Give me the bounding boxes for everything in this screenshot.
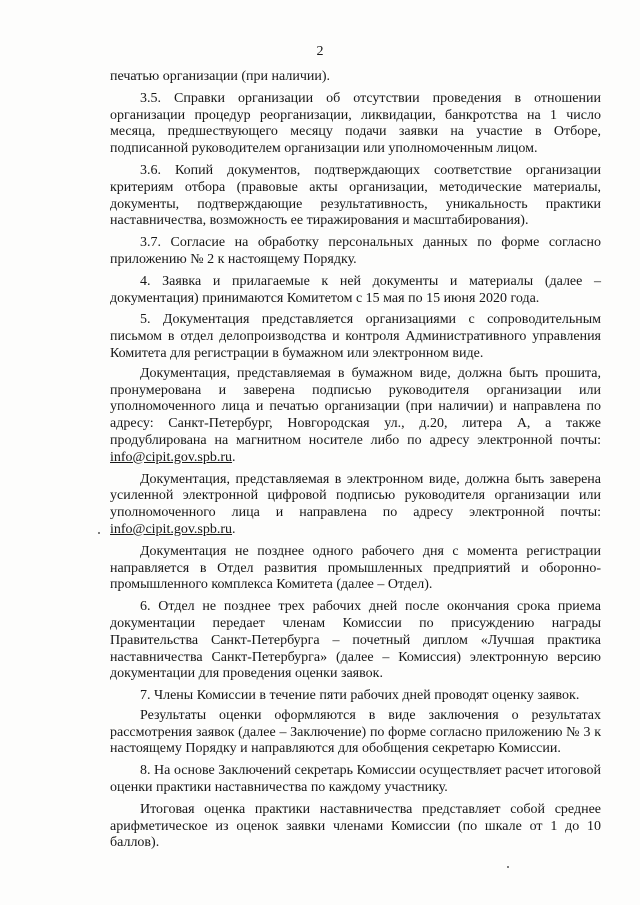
scan-speck — [98, 532, 100, 534]
paragraph-3-7: 3.7. Согласие на обработку персональных данных по форме согласно приложению № 2 к настоящему Порядку. — [110, 235, 601, 267]
email-link[interactable]: info@cipit.gov.spb.ru — [110, 521, 233, 537]
paragraph-4: 4. Заявка и прилагаемые к ней документы и материалы (далее – документация) принимаются Комитетом с 15 мая по 15 июня 2020 года. — [110, 273, 601, 306]
period: . — [232, 521, 236, 537]
paragraph-7: 7. Члены Комиссии в течение пяти рабочих дней проводят оценку заявок. — [140, 688, 580, 704]
paragraph-6: 6. Отдел не позднее трех рабочих дней после окончания срока приема документации передает членам Комиссии по присуждению награды Правительства Санкт-Петербурга – почетный диплом «Лучшая практика наставничества Санкт-Петербурга» (далее – Комиссия) электронную версию документации для проведения оценки заявок. — [110, 599, 601, 682]
electronic-submission-text: Документация, представляемая в электронном виде, должна быть заверена усиленной электронной цифровой подписью руководителя организации или уполномоченного лица и направлена по адресу электронной почты: — [110, 471, 601, 521]
document-body — [110, 69, 601, 857]
paper-submission-text: Документация, представляемая в бумажном виде, должна быть прошита, пронумерована и заверена подписью руководителя организации или уполномоченного лица и печатью организации (при наличии) и направлена по адресу: Санкт-Петербург, Новгородская ул., д.20, литера А, а также продублирована на магнитном носителе либо по адресу электронной почты: — [110, 365, 601, 448]
paragraph-8: 8. На основе Заключений секретарь Комиссии осуществляет расчет итоговой оценки практики наставничества по каждому участнику. — [110, 763, 601, 796]
paragraph-continuation: печатью организации (при наличии). — [110, 69, 331, 84]
paragraph-registration: Документация не позднее одного рабочего дня с момента регистрации направляется в Отдел развития промышленных предприятий и оборонно-промышленного комплекса Комитета (далее – Отдел). — [110, 543, 601, 593]
paragraph-5: 5. Документация представляется организациями с сопроводительным письмом в отдел делопроизводства и контроля Административного управления Комитета для регистрации в бумажном или электронном виде. — [110, 312, 601, 361]
paragraph-3-5: 3.5. Справки организации об отсутствии проведения в отношении организации процедур реорганизации, ликвидации, банкротства на 1 число месяца, предшествующего месяцу подачи заявки на участие в Отборе, подписанной руководителем организации или уполномоченным лицом. — [110, 90, 601, 157]
period: . — [232, 449, 236, 465]
scan-speck — [507, 866, 509, 868]
paragraph-evaluation-results: Результаты оценки оформляются в виде заключения о результатах рассмотрения заявок (далее – Заключение) по форме согласно приложению № 3 к настоящему Порядку и направляются для обобщения секретарю Комиссии. — [110, 707, 601, 757]
email-link[interactable]: info@cipit.gov.spb.ru — [110, 449, 233, 465]
page-number: 2 — [316, 44, 324, 59]
paragraph-final-score: Итоговая оценка практики наставничества представляет собой среднее арифметическое из оценок заявки членами Комиссии (по шкале от 1 до 10 баллов). — [110, 801, 601, 851]
paragraph-electronic-submission — [110, 472, 601, 539]
paragraph-3-6: 3.6. Копий документов, подтверждающих соответствие организации критериям отбора (правовые акты организации, методические материалы, документы, подтверждающие результативность, уникальность практики наставничества, возможность ее тиражирования и масштабирования). — [110, 162, 601, 229]
paragraph-paper-submission — [110, 366, 601, 467]
